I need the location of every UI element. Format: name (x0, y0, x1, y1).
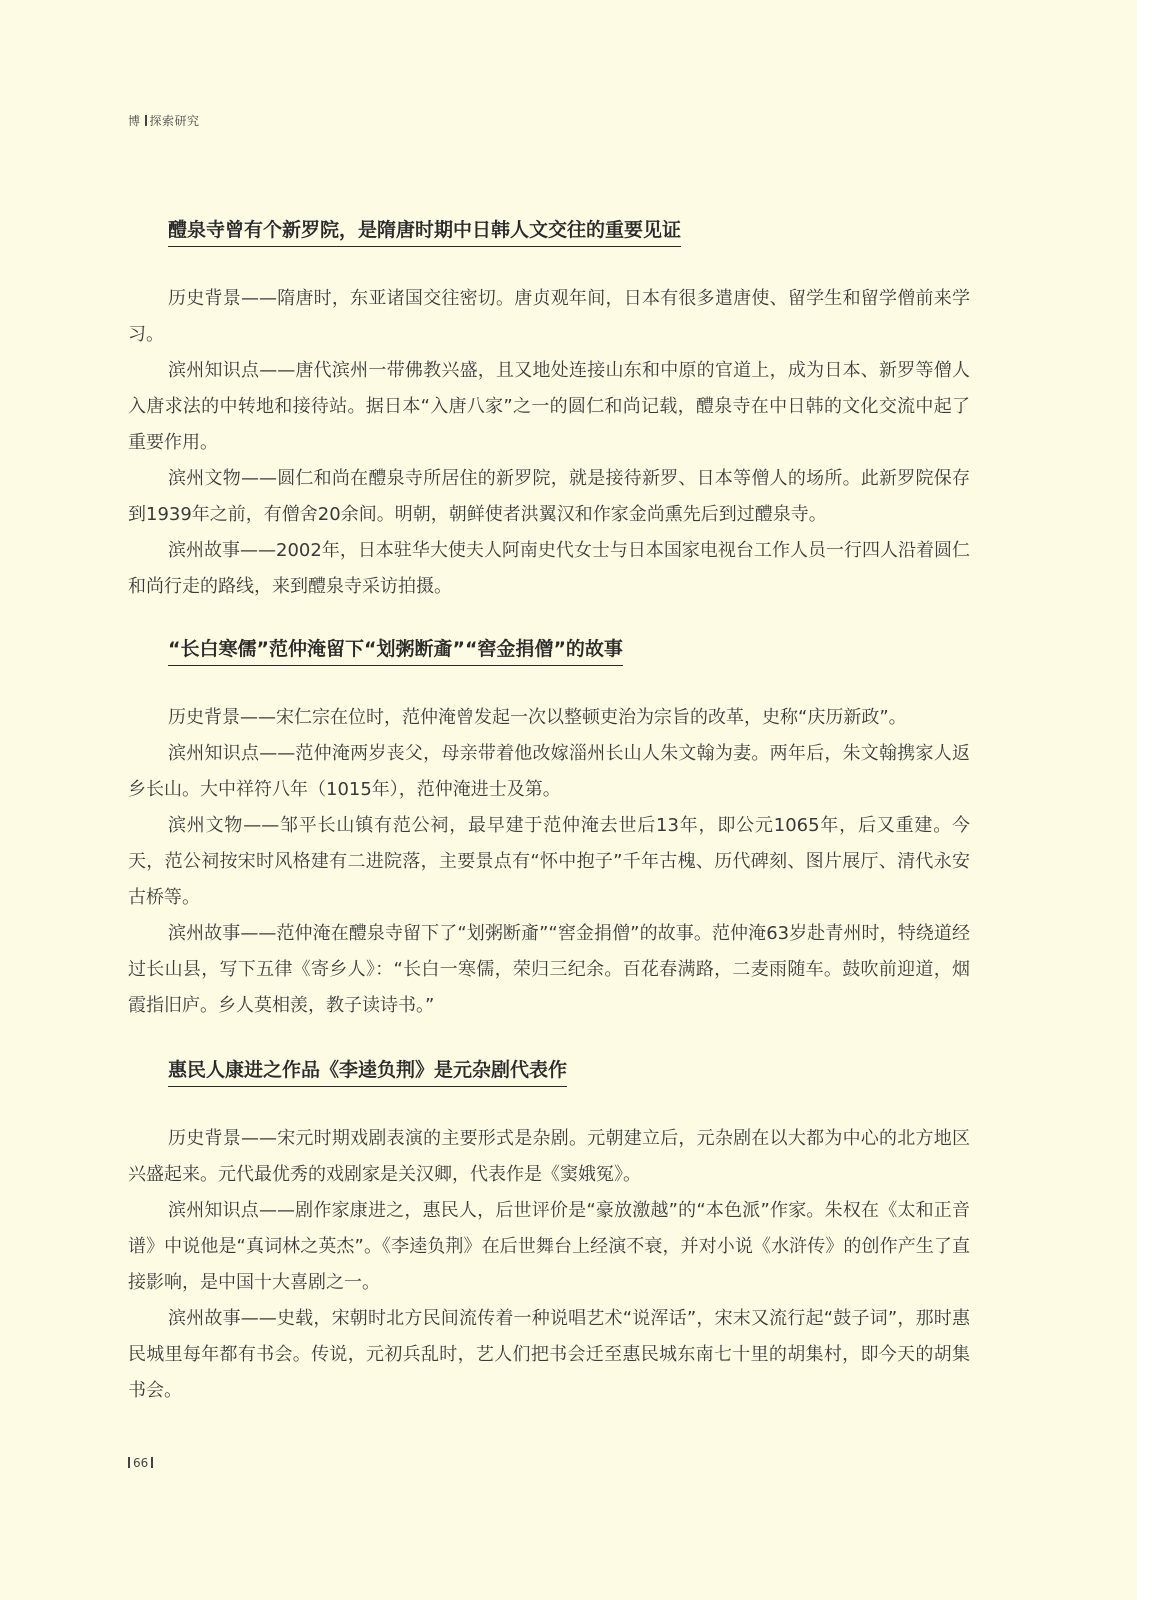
section-title: 惠民人康进之作品《李逵负荆》是元杂剧代表作 (168, 1054, 567, 1087)
column-name: 探索研究 (149, 114, 200, 128)
article-body (128, 214, 970, 1409)
section-fan-zhongyan (128, 633, 970, 1024)
paragraph: 历史背景——宋仁宗在位时，范仲淹曾发起一次以整顿吏治为宗旨的改革，史称“庆历新政”。 (168, 707, 907, 728)
paragraph: 滨州故事——史载，宋朝时北方民间流传着一种说唱艺术“说浑话”，宋末又流行起“鼓子词”，那时惠民城里每年都有书会。传说，元初兵乱时，艺人们把书会迁至惠民城东南七十里的胡集村，即今天的胡集书会。 (128, 1308, 970, 1401)
section-xinluo-yuan (128, 214, 970, 605)
publication-mark: 博 (128, 114, 141, 128)
running-header (128, 112, 200, 129)
section-paragraphs (128, 281, 970, 605)
section-title: 醴泉寺曾有个新罗院，是隋唐时期中日韩人文交往的重要见证 (168, 214, 681, 247)
section-paragraphs (128, 700, 970, 1024)
section-title: “长白寒儒”范仲淹留下“划粥断齑”“窖金捐僧”的故事 (168, 633, 623, 666)
paragraph: 滨州文物——邹平长山镇有范公祠，最早建于范仲淹去世后13年，即公元1065年，后又重建。今天，范公祠按宋时风格建有二进院落，主要景点有“怀中抱子”千年古槐、历代碑刻、图片展厅、清代永安古桥等。 (128, 815, 970, 908)
footer-bar-left (128, 1457, 130, 1468)
paragraph: 滨州知识点——剧作家康进之，惠民人，后世评价是“豪放激越”的“本色派”作家。朱权在《太和正音谱》中说他是“真词林之英杰”。《李逵负荆》在后世舞台上经演不衰，并对小说《水浒传》的创作产生了直接影响，是中国十大喜剧之一。 (128, 1200, 970, 1293)
paragraph: 滨州故事——2002年，日本驻华大使夫人阿南史代女士与日本国家电视台工作人员一行四人沿着圆仁和尚行走的路线，来到醴泉寺采访拍摄。 (128, 540, 970, 597)
paragraph: 滨州知识点——唐代滨州一带佛教兴盛，且又地处连接山东和中原的官道上，成为日本、新罗等僧人入唐求法的中转地和接待站。据日本“入唐八家”之一的圆仁和尚记载，醴泉寺在中日韩的文化交流中起了重要作用。 (128, 360, 970, 453)
section-paragraphs (128, 1121, 970, 1409)
paragraph: 滨州故事——范仲淹在醴泉寺留下了“划粥断齑”“窖金捐僧”的故事。范仲淹63岁赴青州时，特绕道经过长山县，写下五律《寄乡人》：“长白一寒儒，荣归三纪余。百花春满路，二麦雨随车。鼓吹前迎道，烟霞指旧庐。乡人莫相羡，教子读诗书。” (128, 923, 970, 1016)
paragraph: 历史背景——宋元时期戏剧表演的主要形式是杂剧。元朝建立后，元杂剧在以大都为中心的北方地区兴盛起来。元代最优秀的戏剧家是关汉卿，代表作是《窦娥冤》。 (128, 1128, 970, 1185)
paragraph: 历史背景——隋唐时，东亚诸国交往密切。唐贞观年间，日本有很多遣唐使、留学生和留学僧前来学习。 (128, 288, 970, 345)
page-number: 66 (133, 1456, 149, 1470)
paragraph: 滨州文物——圆仁和尚在醴泉寺所居住的新罗院，就是接待新罗、日本等僧人的场所。此新罗院保存到1939年之前，有僧舍20余间。明朝，朝鲜使者洪翼汉和作家金尚熏先后到过醴泉寺。 (128, 468, 970, 525)
footer-bar-right (151, 1457, 153, 1468)
header-separator (145, 115, 147, 126)
section-kang-jinzhi (128, 1054, 970, 1409)
paragraph: 滨州知识点——范仲淹两岁丧父，母亲带着他改嫁淄州长山人朱文翰为妻。两年后，朱文翰携家人返乡长山。大中祥符八年（1015年），范仲淹进士及第。 (128, 743, 970, 800)
page-footer (128, 1456, 153, 1470)
